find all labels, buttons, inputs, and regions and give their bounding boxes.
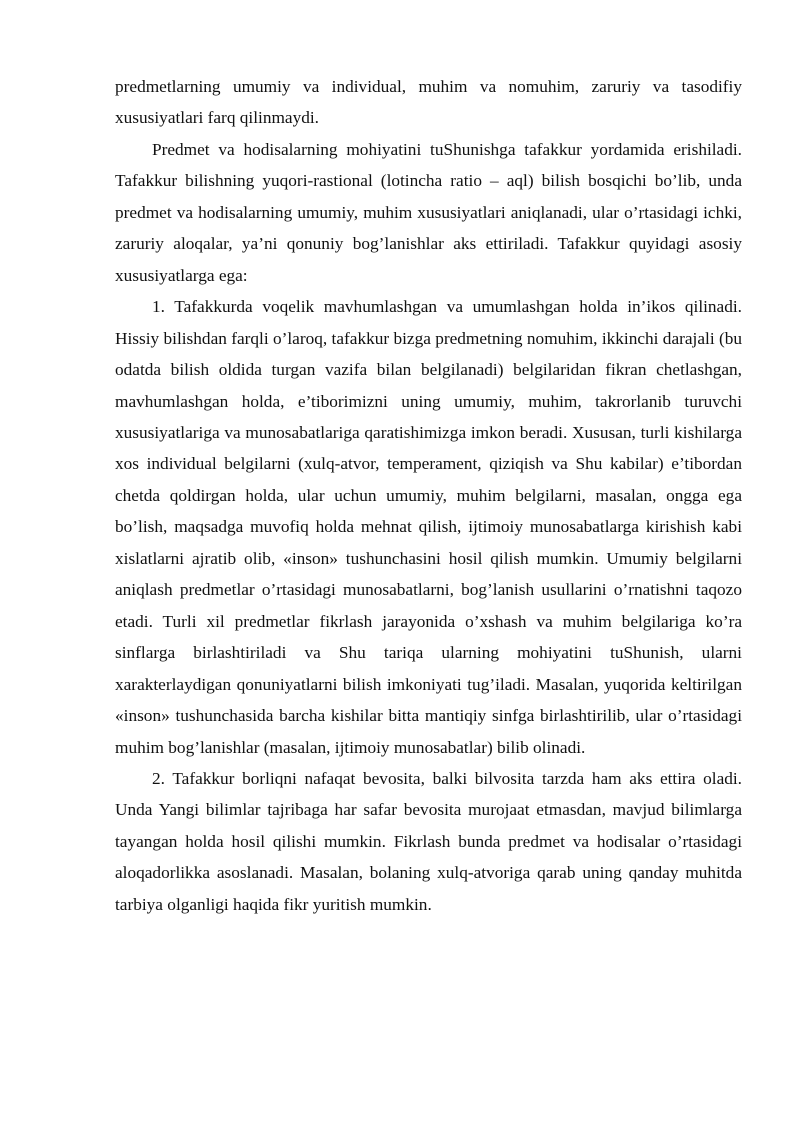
paragraph-intro: Predmet va hodisalarning mohiyatini tuShunishga tafakkur yordamida erishiladi. Tafakkur bilishning yuqori-rastional (lotincha ratio – aql) bilish bosqichi bo’lib, unda predmet va hodisalarning umumiy, muhim xususiyatlari aniqlanadi, ular o’rtasidagi ichki, zaruriy aloqalar, ya’ni qonuniy bog’lanishlar aks ettiriladi. Tafakkur quyidagi asosiy xususiyatlarga ega: [115, 139, 742, 285]
body-text [115, 71, 742, 920]
paragraph-point-2: 2. Tafakkur borliqni nafaqat bevosita, balki bilvosita tarzda ham aks ettira oladi. Unda Yangi bilimlar tajribaga har safar bevosita murojaat etmasdan, mavjud bilimlarga tayangan holda hosil qilishi mumkin. Fikrlash bunda predmet va hodisalar o’rtasidagi aloqadorlikka asoslanadi. Masalan, bolaning xulq-atvoriga qarab uning qanday muhitda tarbiya olganligi haqida fikr yuritish mumkin. [115, 768, 742, 914]
paragraph-continuation: predmetlarning umumiy va individual, muhim va nomuhim, zaruriy va tasodifiy xususiyatlari farq qilinmaydi. [115, 77, 742, 128]
paragraph-point-1: 1. Tafakkurda voqelik mavhumlashgan va umumlashgan holda in’ikos qilinadi. Hissiy bilishdan farqli o’laroq, tafakkur bizga predmetning nomuhim, ikkinchi darajali (bu odatda bilish oldida turgan vazifa bilan belgilanadi) belgilaridan fikran chetlashgan, mavhumlashgan holda, e’tiborimizni uning umumiy, muhim, takrorlanib turuvchi xususiyatlariga va munosabatlariga qaratishimizga imkon beradi. Xususan, turli kishilarga xos individual belgilarni (xulq-atvor, temperament, qiziqish va Shu kabilar) e’tibordan chetda qoldirgan holda, ular uchun umumiy, muhim belgilarni, masalan, ongga ega bo’lish, maqsadga muvofiq holda mehnat qilish, ijtimoiy munosabatlarga kirishish kabi xislatlarni ajratib olib, «inson» tushunchasini hosil qilish mumkin. Umumiy belgilarni aniqlash predmetlar o’rtasidagi munosabatlarni, bog’lanish usullarini o’rnatishni taqozo etadi. Turli xil predmetlar fikrlash jarayonida o’xshash va muhim belgilariga ko’ra sinflarga birlashtiriladi va Shu tariqa ularning mohiyatini tuShunish, ularni xarakterlaydigan qonuniyatlarni bilish imkoniyati tug’iladi. Masalan, yuqorida keltirilgan «inson» tushunchasida barcha kishilar bitta mantiqiy sinfga birlashtirilib, ular o’rtasidagi muhim bog’lanishlar (masalan, ijtimoiy munosabatlar) bilib olinadi. [115, 297, 742, 757]
